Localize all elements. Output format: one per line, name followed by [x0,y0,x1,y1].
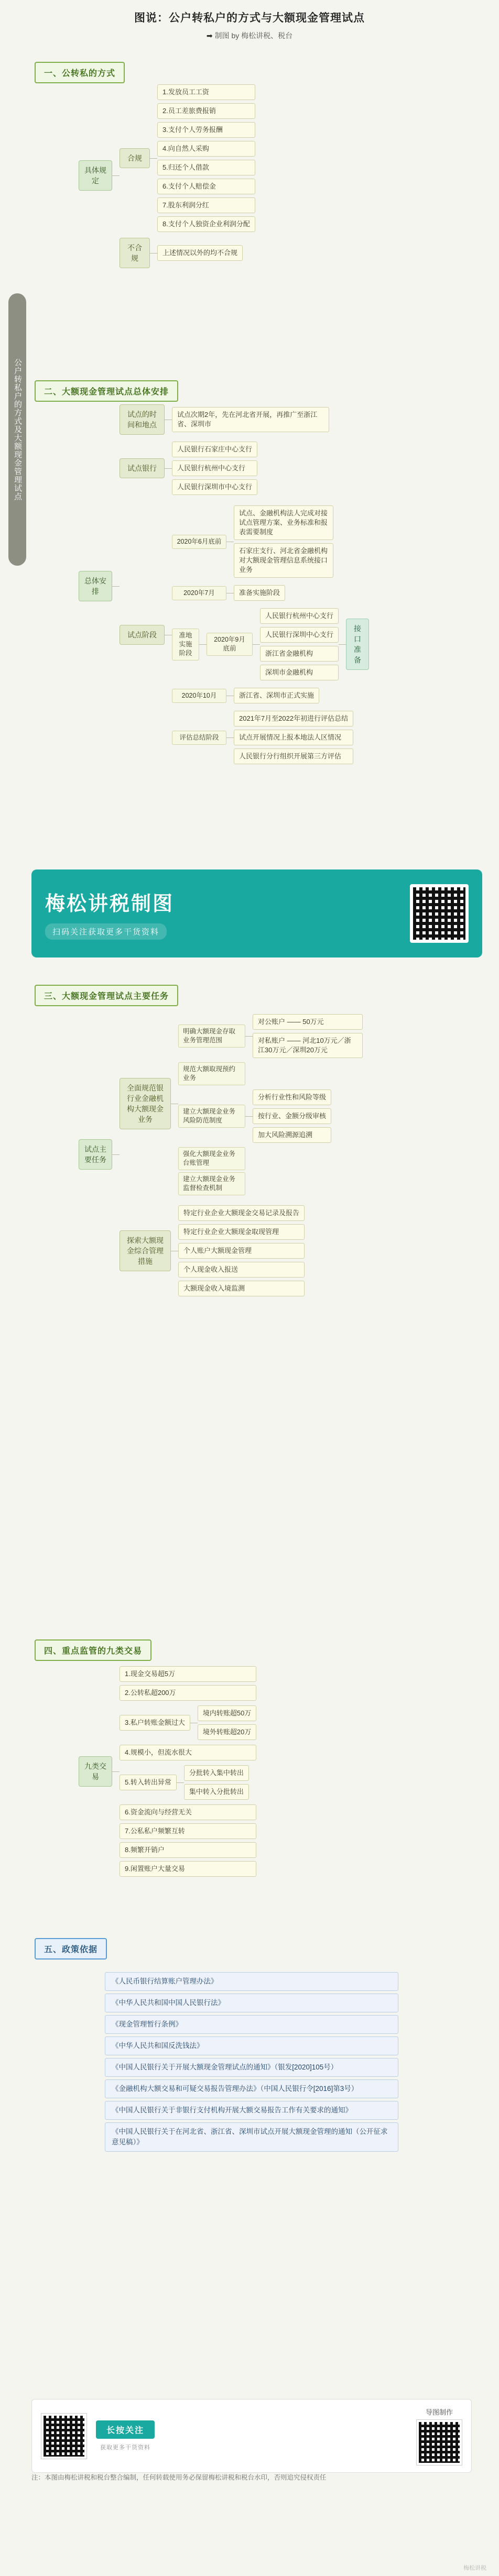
promo-banner[interactable] [31,869,482,957]
group-pilot-banks: 试点银行 [120,458,165,478]
policy-item: 《人民币银行结算账户管理办法》 [105,1972,398,1991]
policy-item: 《中国人民银行关于在河北省、浙江省、深圳市试点开展大额现金管理的通知（公开征求意见稿）》 [105,2122,398,2152]
list-item: 按行业、金额分级审核 [253,1108,331,1124]
section-2 [35,380,178,402]
policy-item: 《中华人民共和国反洗钱法》 [105,2036,398,2055]
list-item: 人民银行深圳市中心支行 [172,479,257,495]
connector [150,253,157,254]
list-item: 7.股东利润分红 [157,197,255,213]
group-standardize-bank-cash-business: 全面规范银行业金融机构大额现金业务 [120,1078,171,1129]
list-item: 人民银行深圳中心支行 [260,627,339,643]
connector [112,1771,120,1772]
list-item: 集中转入分批转出 [184,1784,249,1800]
list-item: 3.私户转账金额过大 [120,1715,190,1731]
list-item: 4.规模小，但流水很大 [120,1745,256,1760]
connector [339,644,346,645]
connector [177,1782,184,1783]
qr-code-icon[interactable] [410,884,469,943]
section-5 [35,1938,107,1959]
task-item: 建立大额现金业务风险防范制度 [178,1105,245,1128]
list-item: 个人现金收入报送 [178,1262,305,1278]
list-item: 石家庄支行、河北省金融机构对大额现金管理信息系统接口业务 [234,543,333,578]
list-item: 上述情况以外的均不合规 [157,245,243,261]
watermark: 梅松讲税 [463,2565,486,2571]
list-item: 5.归还个人借款 [157,160,255,175]
stage-label: 2020年10月 [172,689,226,703]
section-2-body [79,404,369,768]
task-item: 规范大额取现预约业务 [178,1062,245,1085]
list-item: 试点、金融机构法人完成对接试点管理方案、业务标准和报表需要制度 [234,505,333,540]
list-item: 6.支付个人赔偿金 [157,179,255,194]
group-non-compliant: 不合规 [120,238,150,268]
connector [165,468,172,469]
group-explore-comprehensive-measures: 探索大额现金综合管理措施 [120,1230,171,1271]
follow-caption: 获取更多干货资料 [100,2445,150,2451]
section-1-body [79,83,255,268]
stage-label: 2020年7月 [172,586,226,600]
main-topic-spine: 公户转私户的方式及大额现金管理试点 [8,293,26,566]
connector [245,1036,253,1037]
section-3 [35,985,178,1006]
section-5-body [105,1969,398,2154]
section-4-title: 四、重点监管的九类交易 [35,1639,151,1661]
follow-button[interactable]: 长按关注 [96,2420,155,2439]
list-item: 人民银行杭州中心支行 [260,608,339,624]
stage-label: 2020年9月底前 [207,633,253,656]
task-item: 强化大额现金业务台账管理 [178,1147,245,1170]
list-item: 8.频繁开销户 [120,1842,256,1858]
policy-item: 《中国人民银行关于开展大额现金管理试点的通知》（银发[2020]105号） [105,2058,398,2077]
follow-block [96,2420,155,2451]
section-4 [35,1639,151,1661]
section-2-title: 二、大额现金管理试点总体安排 [35,380,178,402]
list-item: 6.资金流向与经营无关 [120,1804,256,1820]
promo-title: 梅松讲税制图 [45,893,175,915]
list-item: 2021年7月至2022年初进行评估总结 [234,711,353,726]
group-interface-preparation: 接口准备 [346,619,369,670]
list-item: 人民银行分行组织开展第三方评估 [234,748,353,764]
connector [199,644,207,645]
list-item: 1.现金交易超5万 [120,1666,256,1682]
section-5-title: 五、政策依据 [35,1938,107,1959]
byline-text: 制图 by 梅松讲税、税台 [214,31,293,40]
policy-item: 《现金管理暂行条例》 [105,2015,398,2034]
group-pilot-time-place: 试点的时间和地点 [120,404,165,435]
section-4-body [79,1665,256,1878]
group-main-tasks: 试点主要任务 [79,1139,112,1170]
stage-label: 2020年6月底前 [172,535,226,549]
section-1-title: 一、公转私的方式 [35,62,125,83]
footer-card [31,2399,472,2473]
group-compliant: 合规 [120,148,150,168]
header [0,0,499,44]
promo-subtitle: 扫码关注获取更多干货资料 [45,923,167,940]
group-pilot-stages: 试点阶段 [120,625,165,645]
task-item: 建立大额现金业务监督检查机制 [178,1172,245,1195]
connector [150,158,157,159]
connector [112,586,120,587]
group-nine-transaction-types: 九类交易 [79,1756,112,1787]
list-item: 特定行业企业大额现金交易记录及报告 [178,1205,305,1221]
credit-block [417,2407,462,2465]
byline [0,30,499,41]
list-item: 对私账户 —— 河北10万元／浙江30万元／深圳20万元 [253,1033,363,1058]
list-item: 9.闲置账户大量交易 [120,1861,256,1877]
list-item: 浙江省金融机构 [260,646,339,662]
section-3-body [79,1011,363,1298]
list-item: 7.公私私户频繁互转 [120,1823,256,1839]
list-item: 试点开展情况上报本地法人区情况 [234,730,353,745]
group-specific-rules: 具体规定 [79,160,112,191]
list-item: 人民银行杭州中心支行 [172,460,257,476]
policy-item: 《中华人民共和国中国人民银行法》 [105,1994,398,2012]
policy-item: 《中国人民银行关于非银行支付机构开展大额交易报告工作有关要求的通知》 [105,2101,398,2120]
list-item: 浙江省、深圳市正式实施 [234,688,319,703]
task-item: 明确大额现金存取业务管理范围 [178,1025,245,1048]
list-item: 试点次期2年，先在河北省开展，再推广至浙江省、深圳市 [172,407,329,432]
list-item: 境外转账超20万 [198,1724,256,1740]
list-item: 5.转入转出异常 [120,1775,177,1790]
section-1 [35,62,125,83]
byline-dot-icon: ➡ [206,31,213,40]
list-item: 8.支付个人独资企业利润分配 [157,216,255,232]
stage-label: 评估总结阶段 [172,731,226,745]
connector [112,175,120,176]
list-item: 准备实施阶段 [234,585,285,601]
list-item: 对公账户 —— 50万元 [253,1014,363,1030]
footnote: 注：本图由梅松讲税和税台整合编制，任何转载使用务必保留梅松讲税和税台水印，否则追究侵权责任 [31,2474,327,2481]
list-item: 4.向自然人采购 [157,141,255,157]
list-item: 分批转入集中转出 [184,1765,249,1781]
list-item: 1.发放员工工资 [157,84,255,100]
connector [112,1154,120,1155]
group-overall-arrangement: 总体安排 [79,571,112,601]
list-item: 2.员工差旅费报销 [157,103,255,119]
list-item: 分析行业性和风险等级 [253,1089,331,1105]
stage-sublabel: 准地实施阶段 [172,629,199,660]
connector [226,737,234,738]
list-item: 2.公转私超200万 [120,1685,256,1701]
list-item: 加大风险溯源追溯 [253,1127,331,1143]
credit-label: 导图制作 [425,2408,453,2416]
page-title: 图说：公户转私户的方式与大额现金管理试点 [134,12,365,24]
list-item: 大额现金收入境监测 [178,1281,305,1296]
list-item: 特定行业企业大额现金取现管理 [178,1224,305,1240]
list-item: 境内转账超50万 [198,1705,256,1721]
policy-item: 《金融机构大额交易和可疑交易报告管理办法》（中国人民银行令[2016]第3号） [105,2079,398,2098]
connector [253,644,260,645]
list-item: 个人账户大额现金管理 [178,1243,305,1259]
qr-code-icon[interactable] [41,2414,86,2459]
list-item: 人民银行石家庄中心支行 [172,442,257,457]
qr-code-icon[interactable] [417,2420,462,2465]
list-item: 3.支付个人劳务报酬 [157,122,255,138]
section-3-title: 三、大额现金管理试点主要任务 [35,985,178,1006]
list-item: 深圳市金融机构 [260,665,339,680]
connector [245,1116,253,1117]
